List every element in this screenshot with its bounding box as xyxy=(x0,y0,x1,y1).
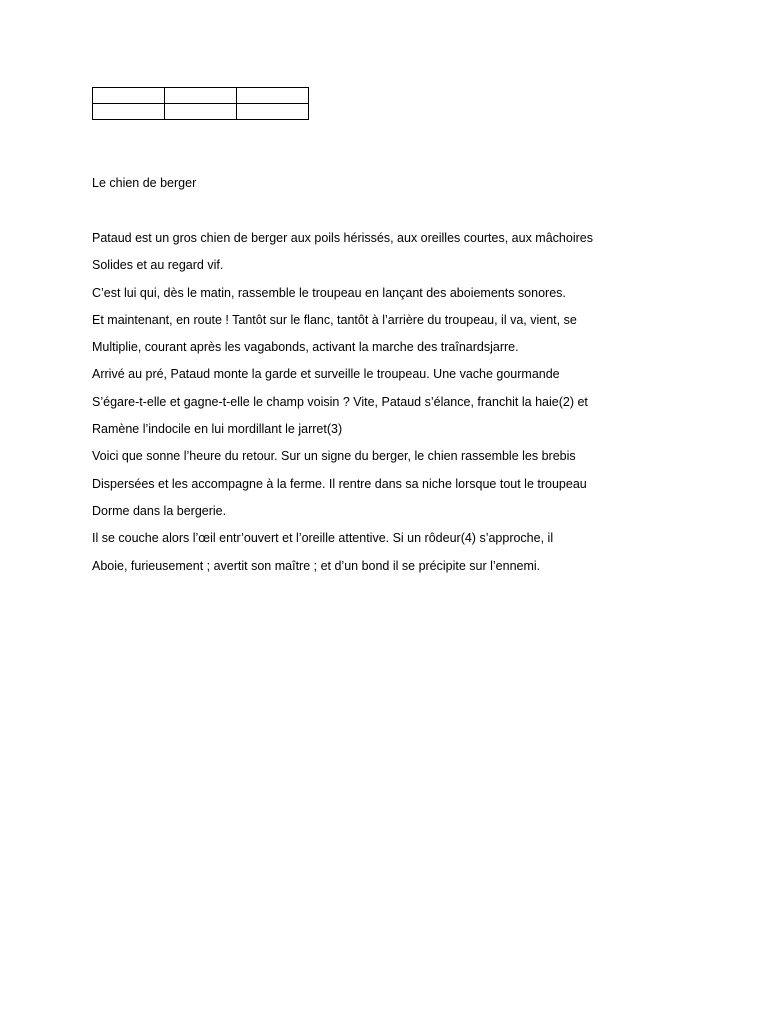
body-text xyxy=(92,230,652,585)
text-line: Ramène l’indocile en lui mordillant le jarret(3) xyxy=(92,422,343,437)
table-cell xyxy=(93,88,165,104)
text-line: Voici que sonne l’heure du retour. Sur un signe du berger, le chien rassemble les brebis xyxy=(92,449,576,464)
text-line: Arrivé au pré, Pataud monte la garde et surveille le troupeau. Une vache gourmande xyxy=(92,367,560,382)
text-line: C’est lui qui, dès le matin, rassemble le troupeau en lançant des aboiements sonores. xyxy=(92,285,566,300)
table-cell xyxy=(93,104,165,120)
text-line: Et maintenant, en route ! Tantôt sur le flanc, tantôt à l’arrière du troupeau, il va, vient, se xyxy=(92,312,577,327)
empty-table xyxy=(92,87,309,120)
text-line: Solides et au regard vif. xyxy=(92,258,224,273)
text-line: S’égare-t-elle et gagne-t-elle le champ voisin ? Vite, Pataud s’élance, franchit la haie(2) et xyxy=(92,394,588,409)
table-cell xyxy=(237,88,309,104)
text-line: Dorme dans la bergerie. xyxy=(92,503,227,518)
table-cell xyxy=(165,104,237,120)
table-row xyxy=(93,88,309,104)
text-line: Multiplie, courant après les vagabonds, activant la marche des traînardsjarre. xyxy=(92,340,519,355)
table-cell xyxy=(237,104,309,120)
text-line: Aboie, furieusement ; avertit son maître ; et d’un bond il se précipite sur l’ennemi. xyxy=(92,558,541,573)
text-line: Pataud est un gros chien de berger aux poils hérissés, aux oreilles courtes, aux mâchoires xyxy=(92,231,593,245)
table-cell xyxy=(165,88,237,104)
text-line: Il se couche alors l’œil entr’ouvert et l’oreille attentive. Si un rôdeur(4) s’approche, il xyxy=(92,531,554,546)
table-row xyxy=(93,104,309,120)
text-line: Dispersées et les accompagne à la ferme. Il rentre dans sa niche lorsque tout le troupeau xyxy=(92,476,587,491)
document-title: Le chien de berger xyxy=(92,176,197,190)
